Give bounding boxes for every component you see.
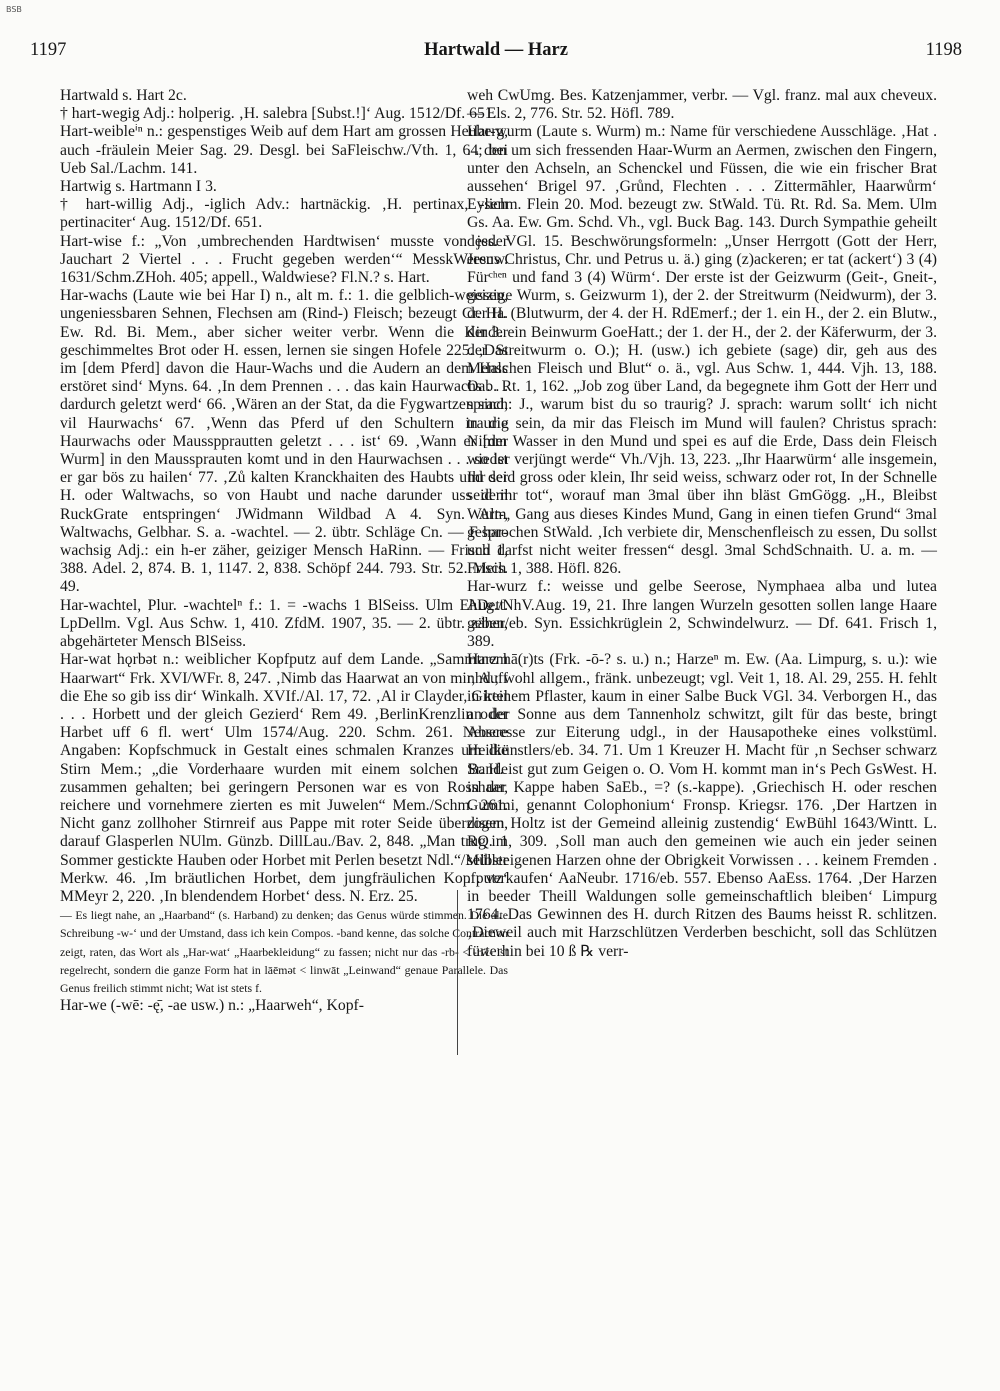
page-number-right: 1198	[925, 40, 962, 60]
library-mark: BSB	[6, 5, 22, 14]
entry-har-we: Har-we (-wē: -ę̄, -ae usw.) n.: „Haarweh“, Kopf-	[60, 997, 364, 1015]
entry-hart-wise: Hart-wise f.: „Von ‚umbrechenden Hardtwisen‘ musste von jeder Jauchart 2 Viertel . . . Frucht gegeben werden‘“ MesskWerenw. 1631/Schm.ZHoh. 405; appell., Waldwiese? Fl.N.? s. Hart.	[60, 232, 508, 287]
page-number-left: 1197	[30, 40, 67, 60]
entry-hart-weiblein: Hart-weibleⁱⁿ n.: gespenstiges Weib auf dem Hart am grossen Heuberg, auch -fräulein Meier Sag. 29. Desgl. bei SaFleischw./Vth. 1, 64; bei Ueb Sal./Lachm. 141.	[60, 123, 508, 177]
entry-har-wachtel: Har-wachtel, Plur. -wachtelⁿ f.: 1. = -wachs 1 BlSeiss. Ulm EhDett. LpDellm. Vgl. Aus Schw. 1, 410. ZfdM. 1907, 35. — 2. übtr. zäher, abgehärteter Mensch BlSeiss.	[60, 596, 508, 651]
note-har-wat: — Es liegt nahe, an „Haarband“ (s. Harband) zu denken; das Genus würde stimmen. Die alte Schreibung -w-‘ und der Umstand, dass ich kein Compos. -band kenne, das solche Contraction zeigt, raten, das Wort als „Har-wat‘ „Haarbekleidung“ zu fassen; nicht nur das -rb- < -rw- ist regelrecht, sondern die ganze Form hat in lāēmət < linwāt „Leinwand“ genaue Parallele. Das Genus freilich stimmt nicht; Wat ist stets f.	[60, 908, 508, 995]
entry-hartwald: Hartwald s. Hart 2c.	[60, 87, 187, 104]
entry-har-wurz: Har-wurz f.: weisse und gelbe Seerose, Nymphaea alba und lutea Aug./NhV.Aug. 19, 21. Ihre langen Wurzeln gesotten sollen lange Haare geben/eb. Syn. Essichkrüglein 2, Schwindelwurz. — Df. 641. Frisch 1, 389.	[467, 578, 937, 651]
left-column	[60, 87, 508, 1015]
entry-har-wurm: Har-wurm (Laute s. Wurm) m.: Name für verschiedene Ausschläge. ‚Hat . . . den um sich fressenden Haar-Wurm an Aermen, zwischen den Fingern, unter den Achseln, an Schenckel und Füssen, die wie ein frischer Brat aussehen‘ Brigel 97. ‚Grůnd, Flechten . . . Zittermāhler, Haarwůrm‘ Eysenm. Flein 20. Mod. bezeugt zw. StWald. Tü. Rt. Rd. Sa. Mem. Ulm Gs. Aa. Ew. Gm. Schd. Vh., vgl. Buck Bag. 143. Durch Sympathie geheilt dess. VGl. 15. Beschwörungsformeln: „Unser Herrgott (Gott der Herr, Jesus Christus, Chr. und Petrus u. ä.) ging (z)ackeren; er tat (ackert‘) 3 (4) Fürᶜʰᵉⁿ und fand 3 (4) Würm‘. Der erste ist der Geizwurm (Geit-, Gneit-, geizige Wurm, s. Geizwurm 1), der 2. der Streitwurm (Neidwurm), der 3. der H. (Blutwurm, der 4. der H. RdEmerf.; der 1. ein H., der 2. ein Blutw., der 3. ein Beinwurm GoeHatt.; der 1. der H., der 2. der Käferwurm, der 3. der Streitwurm o. O.); H. (usw.) ich gebiete (sage) dir, geh aus des Menschen Fleisch und Blut“ o. ä., vgl. Aus Schw. 1, 444. Vjh. 13, 188. Oab. Rt. 1, 162. „Job zog über Land, da begegnete ihm Gott der Herr und sprach: J., warum bist du so traurig? J. sprach: warum sollt‘ ich nicht traurig sein, da mir das Fleisch im Mund will faulen? Christus sprach: Nimm Wasser in den Mund und spei es auf die Erde, Dass dein Fleisch wieder verjüngt werde“ Vh./Vjh. 13, 223. „Ihr Haarwürm‘ alle insgemein, Ihr seid gross oder klein, Ihr seid weiss, schwarz oder rot, In der Schnelle seid ihr tot“, worauf man 3mal über ihn bläst GmGögg. „H., Bleibst Wurm, Gang aus dieses Kindes Mund, Gang in einen tiefen Grund“ 3mal gesprochen StWald. ‚Ich verbiete dir, Menschenfleisch zu essen, Du sollst und darfst nicht weiter fressen“ desgl. 3mal SchdSchnaith. U. a. m. — Frisch 1, 388. Höfl. 826.	[467, 123, 937, 578]
entry-hart-willig: † hart-willig Adj., -iglich Adv.: hartnäckig. ‚H. pertinax, -lich pertinaciter‘ Aug. 1512/Df. 651.	[60, 196, 508, 232]
entry-har-we-cont: weh CwUmg. Bes. Katzenjammer, verbr. — Vgl. franz. mal aux cheveux. — Els. 2, 776. Str. 52. Höfl. 789.	[467, 87, 937, 123]
entry-harz: Harz hā(r)ts (Frk. -ō-? s. u.) n.; Harzeⁿ m. Ew. (Aa. Limpurg, s. u.): wie nhd.; wohl allgem., fränk. unbezeugt; vgl. Veit 1, 18. Al. 29, 255. H. fehlt in keinem Pflaster, kaum in einer Salbe Buck VGl. 34. Verborgen H., das an der Sonne aus dem Tannenholz schwitzt, gilt für das beste, bringt Abscesse zur Eiterung udgl., in der Hausapotheke eines volkstüml. Heilkünstlers/eb. 34. 71. Um 1 Kreuzer H. Macht für ‚n Sechser schwarz Sr. H. ist gut zum Geigen o. O. Vom H. kommt man in‘s Pech GsWest. H. in der Kappe haben SaEb., =? (s.-kappe). ‚Griechisch H. oder reschen Gummi, genannt Colophonium‘ Fronsp. Kriegsr. 176. ‚Der Hartzen in disem Holtz ist der Gemeind alleinig zustendig‘ EwBühl 1643/Wintt. L. RQ. 1, 309. ‚Soll man auch den gemeinen wie auch ein jeder seinen selbsteigenen Harzen ohne der Obrigkeit Vorwissen . . . keinem Fremden . . . verkaufen‘ AaNeubr. 1716/eb. 557. Ebenso AaEss. 1764. ‚Der Harzen in beeder Theill Waldungen solle gemeinschaftlich bleiben‘ Limpurg 1764. Das Gewinnen des H. durch Ritzen des Baums heisst R. schlitzen. ‚Dieweil auch mit Harzschlützen Verderben beschicht, soll das Schlützen fürterhin bei 10 ß ℞ verr-	[467, 651, 937, 960]
entry-har-wachs: Har-wachs (Laute wie bei Har I) n., alt m. f.: 1. die gelblich-weissen, ungeniessbaren Sehnen, Flechsen am (Rind-) Fleisch; bezeugt Cr. Ha. Ew. Rd. Bi. Mem., aber sicher weiter verbr. Wenn die Kinder geschimmeltes Brot oder H. essen, lernen sie singen Hofele 225. ‚Das im [dem Pferd] davon die Haur-Wachs und die Audern an dem Hals erstöret sind‘ Myns. 64. ‚In dem Prennen . . . das kain Haurwachs . . . dardurch geletzt werd‘ 66. ‚Wären an der Stat, da die Fygwartzen sind, vil Haurwachs‘ 67. ‚Wenn das Pferd uf den Schultern in die Haurwachs oder Mausspprautten geletzt . . . ist‘ 69. ‚Wann er [der Wurm] in den Maussprauten komt und in den Haurwachsen . . . so ist er gar bös zu hailen‘ 77. ‚Zů kalten Kranckhaiten des Haubts und der H. oder Waltwachs, so von Haubt und nache darunder uss dem RuckGrate entspringen‘ JWidmann Wildbad A 4. Syn. Alt-, Waltwachs, Gelbhar. S. a. -wachtel. — 2. übtr. Schläge Cn. — F har-wachsig Adj.: ein h-er zäher, geiziger Mensch HaRinn. — Frisch 1, 388. Adel. 2, 874. B. 1, 1147. 2, 838. Schöpf 244. 793. Str. 52. Meis. 49.	[60, 287, 508, 596]
entry-hartwig: Hartwig s. Hartmann I 3.	[60, 178, 217, 196]
right-column	[467, 87, 937, 961]
entry-hart-wegig: † hart-wegig Adj.: holperig. ‚H. salebra [Subst.!]‘ Aug. 1512/Df. 651.	[60, 105, 497, 123]
running-title: Hartwald — Harz	[424, 40, 568, 60]
page-header	[30, 40, 962, 68]
entry-har-wat: Har-wat hǫrbət n.: weiblicher Kopfputz auf dem Lande. „Sammtnem Haarwart“ Frk. XVI/WFr. 8, 247. ‚Nimb das Haarwat an von mir, Auff die Ehe so gib iss dir‘ Winkalh. XVIf./Al. 17, 72. ‚Al ir Clayder, Girtel . . . Horbett und der gleich Gezierd‘ Rem 49. ‚BerlinKrenzlin oder Harbet uff 6 fl. wert‘ Ulm 1574/Aug. 220. Schm. 261. Neuere Angaben: Kopfschmuck in Gestalt eines schmalen Kranzes um die Stirn Mem.; „die Vorderhaare wurden mit einem solchen Bande zusammen gehalten; bei geringern Personen war es von Rosshaar, reichere und vornehmere zierten es mit Juwelen“ Mem./Schm. 261. Nicht ganz zollhoher Stirnreif aus Pappe mit roter Seide überzogen, darauf Glasperlen NUlm. Günzb. DillLau./Bav. 2, 848. „Man trug im Sommer gestickte Hauben oder Horbet mit Perlen besetzt Ndl.“/Müller Merkw. 46. ‚Im bräutlichen Horbet, dem jungfräulichen Kopfputz‘ MMeyr 2, 220. ‚In blendendem Horbet‘ dess. N. Erz. 25.	[60, 651, 508, 905]
column-divider	[457, 890, 458, 1055]
